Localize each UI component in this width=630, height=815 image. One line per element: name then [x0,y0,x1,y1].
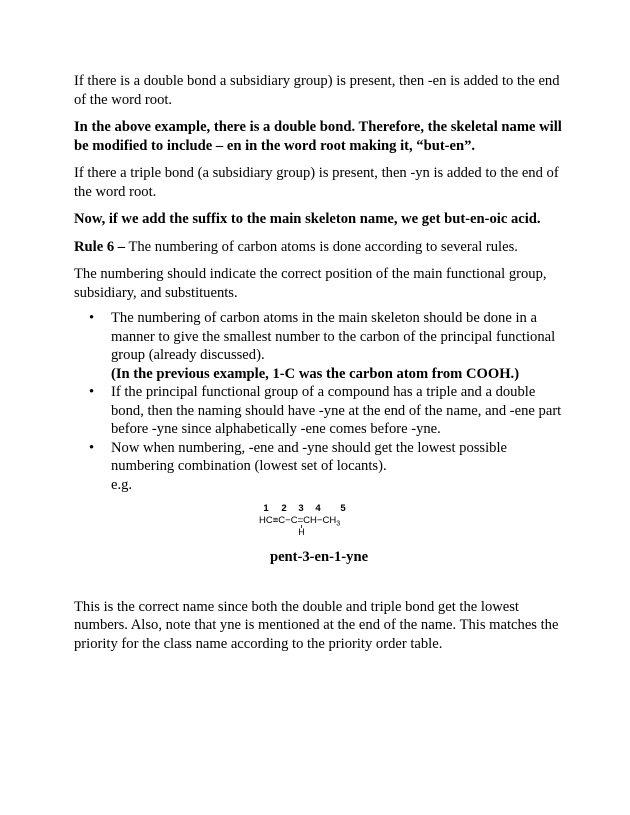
atom-c2: C [278,515,286,526]
rule-6-label: Rule 6 – [74,238,126,255]
bullet-dot: • [89,439,95,456]
atom-c4: CH [303,515,317,526]
rule-6-text: The numbering of carbon atoms is done according to several rules. [125,238,518,255]
paragraph-numbering-intro: The numbering should indicate the correct position of the main functional group, subsidiary, and substituents. [74,266,547,301]
locant-label: 1 [263,503,269,514]
bullet-note: (In the previous example, 1-C was the carbon atom from COOH.) [111,365,520,382]
bullet-text: If the principal functional group of a compound has a triple and a double bond, then the naming should have -yne at the end of the name, and -ene part before -yne since alphabetically -ene comes before -yne. [111,384,562,437]
bond-double: = [297,515,304,526]
paragraph-closing: This is the correct name since both the double and triple bond get the lowest numbers. Also, note that yne is mentioned at the end of the name. This matches the priority for the class name according to the priority order table. [74,598,559,652]
bullet-text: Now when numbering, -ene and -yne should get the lowest possible numbering combination (lowest set of locants). [111,439,507,474]
compound-name: pent-3-en-1-yne [269,549,369,565]
bullet-dot: • [89,384,95,400]
formula-atoms [259,515,340,528]
locant-label: 3 [298,503,304,514]
locant-label: 4 [315,503,321,514]
atom-c3: C [290,515,298,526]
bullet-dot: • [89,310,95,326]
bond-single: − [285,515,291,526]
numbering-rules-list [74,309,564,494]
structural-formula [74,502,564,567]
locant-label: 5 [340,503,346,514]
locant-label: 2 [281,503,287,514]
bond-single: − [316,515,323,526]
atom-h: H [298,527,305,537]
bullet-text: The numbering of carbon atoms in the main skeleton should be done in a manner to give the smallest number to the carbon of the principal functional group (already discussed). [111,310,556,363]
bond-triple: ≡ [272,515,279,526]
list-item [74,439,564,495]
document-page [74,72,564,662]
paragraph-but-en-note: In the above example, there is a double bond. Therefore, the skeletal name will be modified to include – en in the word root making it, “but-en”. [74,119,562,154]
atom-c5: CH [322,515,337,526]
pentenyne-structure-diagram [259,502,379,540]
list-item [74,309,564,383]
paragraph-en-rule: If there is a double bond a subsidiary group) is present, then -en is added to the end of the word root. [74,73,560,108]
paragraph-but-en-oic-acid: Now, if we add the suffix to the main skeleton name, we get but-en-oic acid. [74,211,541,227]
example-label: e.g. [111,476,133,493]
atom-c1: HC [259,515,273,526]
list-item [74,383,564,439]
paragraph-yn-rule: If there a triple bond (a subsidiary group) is present, then -yn is added to the end of the word root. [74,165,559,200]
methyl-subscript: 3 [336,520,341,528]
paragraph-rule-6 [74,238,564,257]
